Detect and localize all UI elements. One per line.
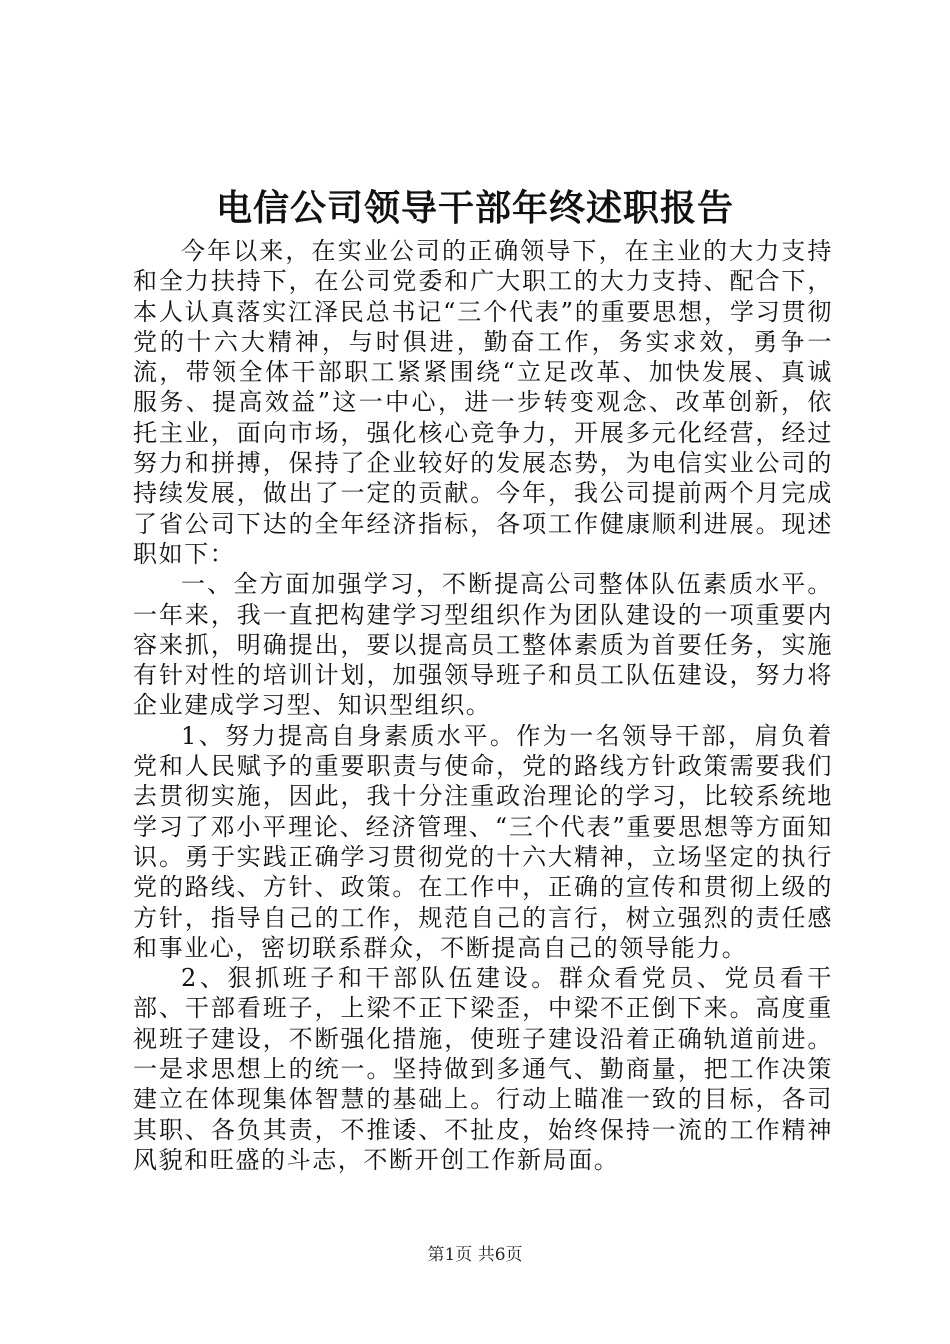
paragraph-item-2: 2、狠抓班子和干部队伍建设。群众看党员、党员看干部、干部看班子，上梁不正下梁歪，中梁不正倒下来。高度重视班子建设，不断强化措施，使班子建设沿着正确轨道前进。一是求思想上的统一。坚持做到多通气、勤商量，把工作决策建立在体现集体智慧的基础上。行动上瞄准一致的目标，各司其职、各负其责，不推诿、不扯皮，始终保持一流的工作精神风貌和旺盛的斗志，不断开创工作新局面。: [133, 964, 833, 1174]
paragraph-section-1: 一、全方面加强学习，不断提高公司整体队伍素质水平。一年来，我一直把构建学习型组织作为团队建设的一项重要内容来抓，明确提出，要以提高员工整体素质为首要任务，实施有针对性的培训计划，加强领导班子和员工队伍建设，努力将企业建成学习型、知识型组织。: [133, 570, 833, 720]
paragraph-item-1: 1、努力提高自身素质水平。作为一名领导干部，肩负着党和人民赋予的重要职责与使命，党的路线方针政策需要我们去贯彻实施，因此，我十分注重政治理论的学习，比较系统地学习了邓小平理论、经济管理、“三个代表”重要思想等方面知识。勇于实践正确学习贯彻党的十六大精神，立场坚定的执行党的路线、方针、政策。在工作中，正确的宣传和贯彻上级的方针，指导自己的工作，规范自己的言行，树立强烈的责任感和事业心，密切联系群众，不断提高自己的领导能力。: [133, 721, 833, 962]
document-title: 电信公司领导干部年终述职报告: [215, 187, 734, 229]
page-number-footer: 第1页 共6页: [427, 1245, 523, 1265]
paragraph-intro: 今年以来，在实业公司的正确领导下，在主业的大力支持和全力扶持下，在公司党委和广大职工的大力支持、配合下，本人认真落实江泽民总书记“三个代表”的重要思想，学习贯彻党的十六大精神，与时俱进，勤奋工作，务实求效，勇争一流，带领全体干部职工紧紧围绕“立足改革、加快发展、真诚服务、提高效益”这一中心，进一步转变观念、改革创新，依托主业，面向市场，强化核心竞争力，开展多元化经营，经过努力和拼搏，保持了企业较好的发展态势，为电信实业公司的持续发展，做出了一定的贡献。今年，我公司提前两个月完成了省公司下达的全年经济指标，各项工作健康顺利进展。现述职如下：: [133, 237, 833, 568]
document-body: [133, 236, 833, 1175]
